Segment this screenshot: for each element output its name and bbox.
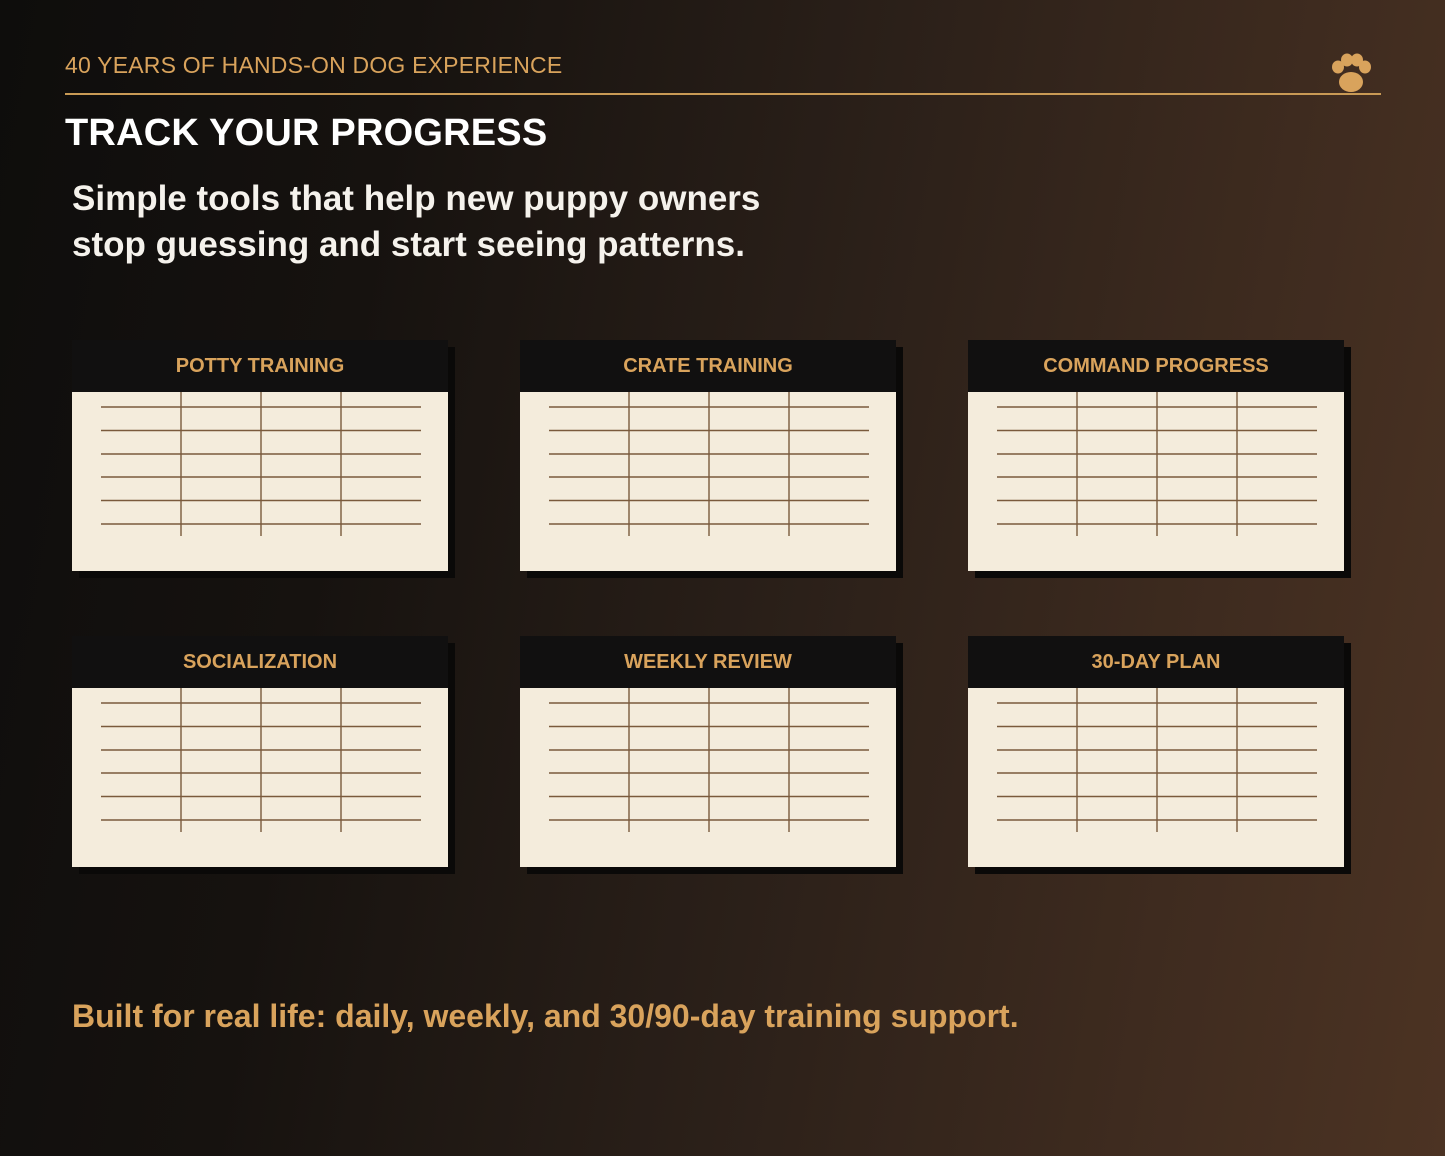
card-title: SOCIALIZATION [72, 636, 448, 688]
tracker-card-crate-training [520, 340, 896, 571]
tracker-grid [101, 700, 421, 836]
page-title: TRACK YOUR PROGRESS [65, 112, 548, 154]
card-body [968, 340, 1344, 571]
header-rule [65, 93, 1381, 95]
paw-icon [1330, 52, 1372, 94]
tracker-grid [997, 404, 1317, 540]
tracker-card-potty-training [72, 340, 448, 571]
card-title: WEEKLY REVIEW [520, 636, 896, 688]
tracker-card-30-day-plan [968, 636, 1344, 867]
card-title: COMMAND PROGRESS [968, 340, 1344, 392]
card-body [520, 636, 896, 867]
card-title: 30-DAY PLAN [968, 636, 1344, 688]
tracker-card-command-progress [968, 340, 1344, 571]
card-title: POTTY TRAINING [72, 340, 448, 392]
tracker-card-socialization [72, 636, 448, 867]
tracker-grid [101, 404, 421, 540]
tracker-card-weekly-review [520, 636, 896, 867]
tracker-grid [549, 700, 869, 836]
card-body [520, 340, 896, 571]
subtitle-line: Simple tools that help new puppy owners [72, 179, 761, 218]
card-body [72, 340, 448, 571]
page-subtitle [72, 176, 832, 268]
tracker-grid [997, 700, 1317, 836]
card-title: CRATE TRAINING [520, 340, 896, 392]
card-body [72, 636, 448, 867]
tracker-grid [549, 404, 869, 540]
footer-tagline: Built for real life: daily, weekly, and 30/90-day training support. [72, 998, 1019, 1034]
eyebrow-text: 40 YEARS OF HANDS-ON DOG EXPERIENCE [65, 52, 563, 78]
card-body [968, 636, 1344, 867]
subtitle-line: stop guessing and start seeing patterns. [72, 225, 745, 264]
